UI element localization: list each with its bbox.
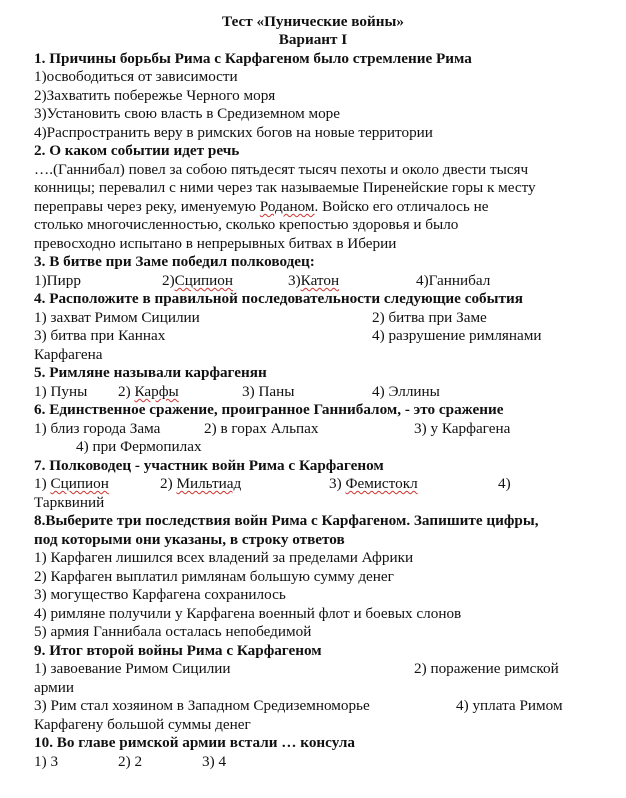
q9-option-4-cont: Карфагену большой суммы денег <box>34 716 251 733</box>
question-3: 3. В битве при Заме победил полководец: <box>34 253 315 270</box>
q7-option-4: 4) <box>498 475 511 492</box>
q7-option-3-num: 3) <box>329 475 346 492</box>
q1-option-4: 4)Распространить веру в римских богов на новые территории <box>34 124 433 141</box>
q4-option-2: 2) битва при Заме <box>372 309 487 326</box>
question-8-line-2: под которыми они указаны, в строку ответов <box>34 531 345 548</box>
q2-text-line-4: столько многочисленностью, сколько крепостью здоровья и было <box>34 216 459 233</box>
q5-option-2 <box>118 383 179 401</box>
q10-option-1: 1) 3 <box>34 753 59 770</box>
page-title: Тест «Пунические войны» <box>222 13 404 30</box>
question-1: 1. Причины борьбы Рима с Карфагеном было стремление Рима <box>34 50 472 67</box>
question-2: 2. О каком событии идет речь <box>34 142 240 159</box>
q6-option-4: 4) при Фермопилах <box>76 438 202 455</box>
q3-option-2-num: 2) <box>162 272 175 289</box>
q2-text-line-3 <box>34 198 488 216</box>
question-7: 7. Полководец - участник войн Рима с Карфагеном <box>34 457 384 474</box>
q9-option-3: 3) Рим стал хозяином в Западном Средиземноморье <box>34 697 370 714</box>
q1-option-3: 3)Установить свою власть в Средиземном море <box>34 105 341 122</box>
q4-option-1: 1) захват Римом Сицилии <box>34 309 200 326</box>
q4-option-3: 3) битва при Каннах <box>34 327 166 344</box>
question-6: 6. Единственное сражение, проигранное Ганнибалом, - это сражение <box>34 401 504 418</box>
q7-option-2-num: 2) <box>160 475 177 492</box>
q6-option-2: 2) в горах Альпах <box>204 420 319 437</box>
q8-option-1: 1) Карфаген лишился всех владений за пределами Африки <box>34 549 414 566</box>
q2-text-line-2: конницы; перевалил с ними через так называемые Пиренейские горы к месту <box>34 179 536 196</box>
q10-option-3: 3) 4 <box>202 753 227 770</box>
q8-option-3: 3) могущество Карфагена сохранилось <box>34 586 286 603</box>
q3-option-1: 1)Пирр <box>34 272 81 289</box>
q7-option-1-text: Сципион <box>50 475 109 492</box>
q2-text-line-1: ….(Ганнибал) повел за собою пятьдесят тысяч пехоты и около двести тысяч <box>34 161 529 178</box>
q5-option-2-text: Карфы <box>134 383 179 400</box>
question-8-line-1: 8.Выберите три последствия войн Рима с Карфагеном. Запишите цифры, <box>34 512 539 529</box>
q8-option-4: 4) римляне получили у Карфагена военный флот и боевых слонов <box>34 605 462 622</box>
q7-option-4-cont: Тарквиний <box>34 494 105 511</box>
q3-option-2 <box>162 272 233 290</box>
q3-option-3 <box>288 272 339 290</box>
q8-option-5: 5) армия Ганнибала осталась непобедимой <box>34 623 312 640</box>
q7-option-3 <box>329 475 418 493</box>
q7-option-1 <box>34 475 109 493</box>
q2-text-line-3-end: . Войско его отличалось не <box>314 198 489 215</box>
question-9: 9. Итог второй войны Рима с Карфагеном <box>34 642 322 659</box>
river-name: Роданом <box>259 198 315 215</box>
q7-option-1-num: 1) <box>34 475 51 492</box>
question-4: 4. Расположите в правильной последовательности следующие события <box>34 290 523 307</box>
q1-option-2: 2)Захватить побережье Черного моря <box>34 87 276 104</box>
q2-text-line-3-start: переправы через реку, именуемую <box>34 198 260 215</box>
q5-option-4: 4) Эллины <box>372 383 440 400</box>
q2-text-line-5: превосходно испытано в непрерывных битвах в Иберии <box>34 235 397 252</box>
q3-option-2-text: Сципион <box>174 272 234 289</box>
q5-option-2-num: 2) <box>118 383 135 400</box>
q7-option-3-text: Фемистокл <box>345 475 418 492</box>
q7-option-2-text: Мильтиад <box>176 475 242 492</box>
q8-option-2: 2) Карфаген выплатил римлянам большую сумму денег <box>34 568 394 585</box>
q9-option-2: 2) поражение римской <box>414 660 559 677</box>
q6-option-1: 1) близ города Зама <box>34 420 161 437</box>
q1-option-1: 1)освободиться от зависимости <box>34 68 238 85</box>
q4-option-4: 4) разрушение римлянами <box>372 327 542 344</box>
q7-option-2 <box>160 475 241 493</box>
q5-option-1: 1) Пуны <box>34 383 88 400</box>
q9-option-4: 4) уплата Римом <box>456 697 563 714</box>
question-10: 10. Во главе римской армии встали … консула <box>34 734 356 751</box>
q9-option-1: 1) завоевание Римом Сицилии <box>34 660 231 677</box>
q10-option-2: 2) 2 <box>118 753 143 770</box>
variant-label: Вариант I <box>278 31 348 48</box>
q5-option-3: 3) Паны <box>242 383 295 400</box>
q6-option-3: 3) у Карфагена <box>414 420 511 437</box>
q4-option-4-cont: Карфагена <box>34 346 103 363</box>
question-5: 5. Римляне называли карфагенян <box>34 364 267 381</box>
q3-option-3-num: 3) <box>288 272 301 289</box>
q3-option-3-text: Катон <box>300 272 340 289</box>
q9-option-2-cont: армии <box>34 679 74 696</box>
q3-option-4: 4)Ганнибал <box>416 272 491 289</box>
